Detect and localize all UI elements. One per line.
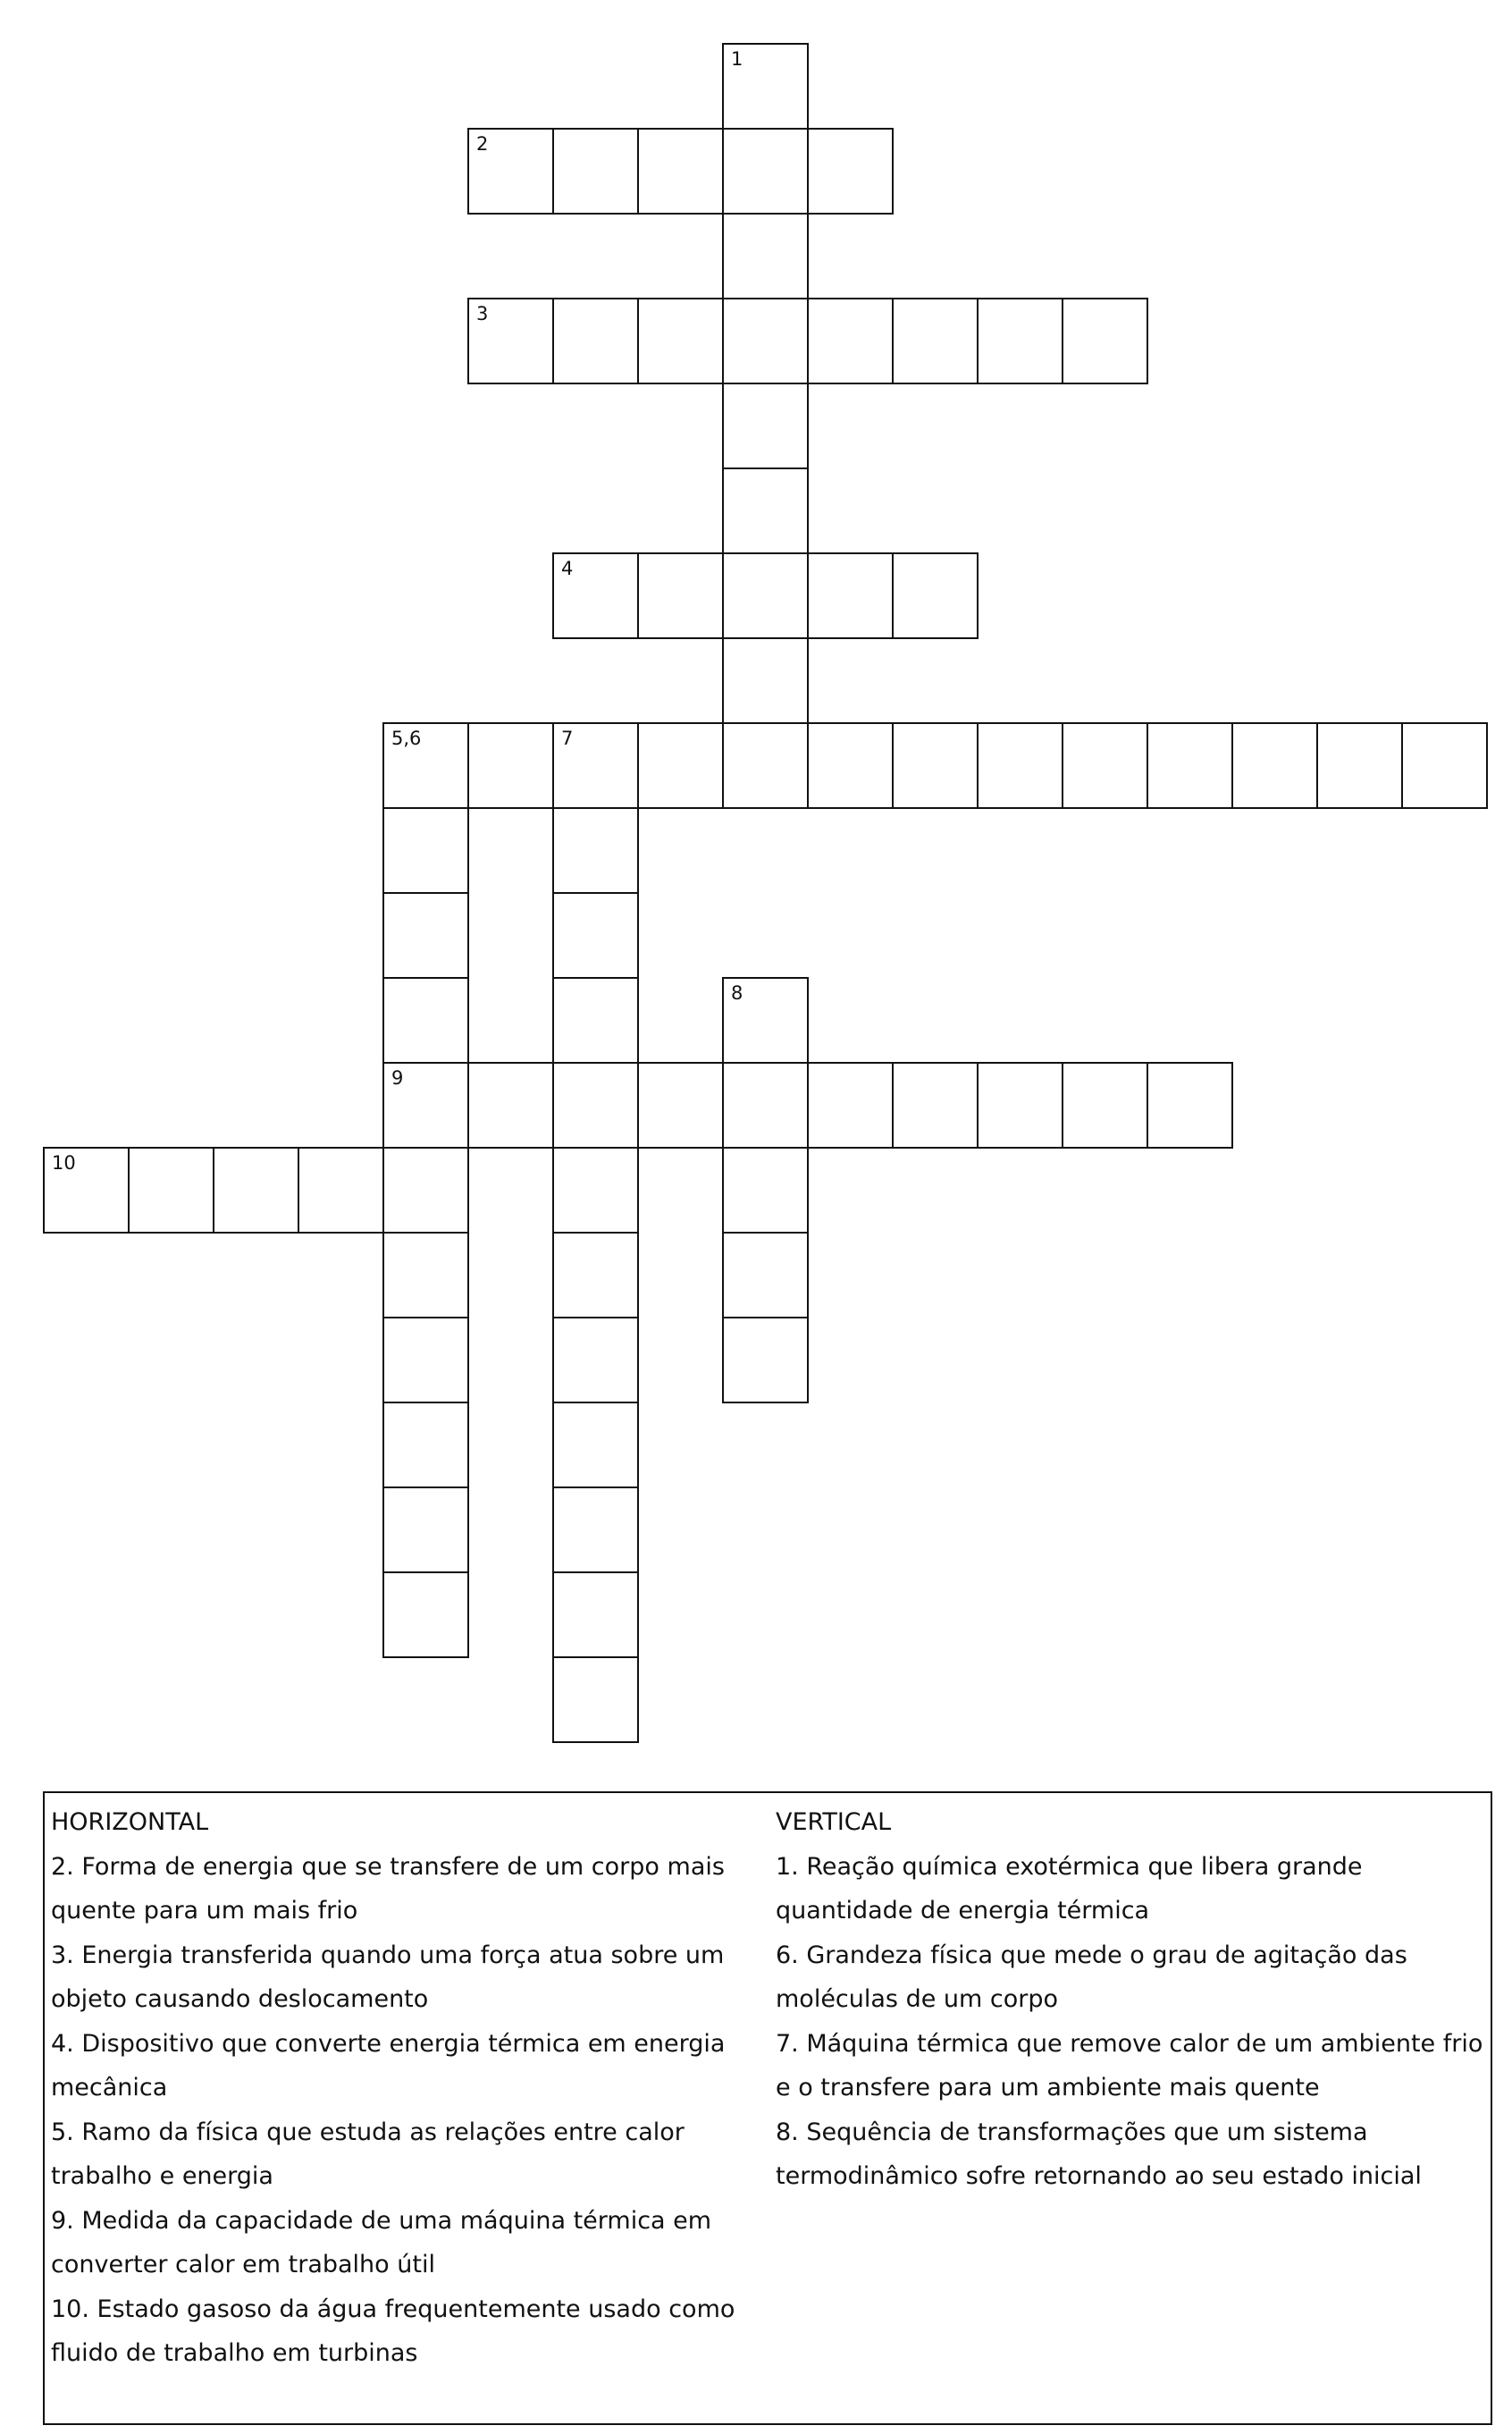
crossword-cell[interactable] <box>467 298 554 384</box>
clue-line: 4. Dispositivo que converte energia térmica em energia <box>51 2029 726 2058</box>
clue-line: converter calor em trabalho útil <box>51 2251 435 2278</box>
crossword-cell[interactable] <box>552 1232 639 1318</box>
crossword-cell[interactable] <box>382 1317 469 1403</box>
clue-line: 9. Medida da capacidade de uma máquina térmica em <box>51 2206 712 2235</box>
crossword-cell[interactable] <box>637 552 724 639</box>
crossword-cell[interactable] <box>552 1317 639 1403</box>
crossword-cell[interactable] <box>722 552 809 639</box>
crossword-cell[interactable] <box>467 722 554 809</box>
crossword-cell[interactable] <box>637 1062 724 1149</box>
crossword-cell[interactable] <box>552 552 639 639</box>
crossword-cell[interactable] <box>552 1487 639 1573</box>
clue-line: objeto causando deslocamento <box>51 1985 429 2013</box>
crossword-cell[interactable] <box>722 213 809 299</box>
crossword-cell[interactable] <box>382 892 469 979</box>
crossword-cell[interactable] <box>552 892 639 979</box>
crossword-cell[interactable] <box>467 1062 554 1149</box>
crossword-cell[interactable] <box>637 128 724 215</box>
crossword-cell[interactable] <box>128 1147 214 1234</box>
crossword-cell[interactable] <box>213 1147 299 1234</box>
crossword-cell[interactable] <box>892 552 979 639</box>
crossword-cell[interactable] <box>892 298 979 384</box>
crossword-cell[interactable] <box>382 807 469 894</box>
clue-number: 10 <box>52 1152 76 1174</box>
clue-number: 1 <box>731 48 743 70</box>
crossword-cell[interactable] <box>552 1402 639 1488</box>
crossword-cell[interactable] <box>552 1062 639 1149</box>
crossword-cell[interactable] <box>1062 1062 1148 1149</box>
vertical-title: VERTICAL <box>776 1808 892 1836</box>
horizontal-title: HORIZONTAL <box>51 1808 209 1836</box>
crossword-cell[interactable] <box>722 43 809 130</box>
clue-line: moléculas de um corpo <box>776 1985 1059 2013</box>
crossword-cell[interactable] <box>552 807 639 894</box>
crossword-cell[interactable] <box>977 298 1063 384</box>
clue-line: 7. Máquina térmica que remove calor de um ambiente frio <box>776 2029 1483 2058</box>
crossword-cell[interactable] <box>43 1147 130 1234</box>
crossword-cell[interactable] <box>552 128 639 215</box>
clue-line: mecânica <box>51 2074 168 2101</box>
crossword-cell[interactable] <box>382 1062 469 1149</box>
clue-line: 2. Forma de energia que se transfere de um corpo mais <box>51 1852 725 1881</box>
crossword-cell[interactable] <box>722 1232 809 1318</box>
crossword-cell[interactable] <box>637 722 724 809</box>
clue-number: 2 <box>476 133 489 155</box>
crossword-cell[interactable] <box>722 637 809 724</box>
crossword-cell[interactable] <box>722 128 809 215</box>
clue-number: 3 <box>476 303 489 324</box>
crossword-cell[interactable] <box>1316 722 1403 809</box>
crossword-cell[interactable] <box>1401 722 1488 809</box>
crossword-cell[interactable] <box>807 552 894 639</box>
crossword-cell[interactable] <box>382 1487 469 1573</box>
clue-line: 6. Grandeza física que mede o grau de agitação das <box>776 1941 1407 1969</box>
clue-number: 9 <box>391 1067 404 1089</box>
crossword-cell[interactable] <box>722 1317 809 1403</box>
crossword-cell[interactable] <box>722 1062 809 1149</box>
vertical-clues <box>776 1800 1491 2199</box>
crossword-cell[interactable] <box>1147 722 1233 809</box>
crossword-cell[interactable] <box>977 722 1063 809</box>
crossword-cell[interactable] <box>382 1147 469 1234</box>
crossword-cell[interactable] <box>892 722 979 809</box>
crossword-cell[interactable] <box>722 298 809 384</box>
crossword-cell[interactable] <box>552 1571 639 1658</box>
clue-number: 7 <box>561 728 574 749</box>
crossword-cell[interactable] <box>552 977 639 1064</box>
clue-line: 1. Reação química exotérmica que libera grande <box>776 1852 1363 1881</box>
clue-line: 5. Ramo da física que estuda as relações entre calor <box>51 2118 685 2146</box>
crossword-cell[interactable] <box>1231 722 1318 809</box>
clue-line: termodinâmico sofre retornando ao seu estado inicial <box>776 2162 1422 2190</box>
crossword-cell[interactable] <box>1062 722 1148 809</box>
crossword-cell[interactable] <box>892 1062 979 1149</box>
crossword-cell[interactable] <box>382 1571 469 1658</box>
crossword-cell[interactable] <box>722 722 809 809</box>
clue-line: quantidade de energia térmica <box>776 1897 1150 1924</box>
crossword-cell[interactable] <box>552 722 639 809</box>
clue-line: 8. Sequência de transformações que um sistema <box>776 2118 1368 2146</box>
horizontal-clues <box>51 1800 766 2376</box>
crossword-cell[interactable] <box>552 298 639 384</box>
clue-number: 4 <box>561 558 574 579</box>
clue-line: quente para um mais frio <box>51 1897 358 1924</box>
crossword-cell[interactable] <box>807 298 894 384</box>
crossword-cell[interactable] <box>382 1402 469 1488</box>
crossword-cell[interactable] <box>807 128 894 215</box>
crossword-cell[interactable] <box>637 298 724 384</box>
crossword-cell[interactable] <box>807 1062 894 1149</box>
clue-line: 10. Estado gasoso da água frequentemente usado como <box>51 2295 735 2323</box>
crossword-cell[interactable] <box>977 1062 1063 1149</box>
crossword-cell[interactable] <box>382 1232 469 1318</box>
clue-line: fluido de trabalho em turbinas <box>51 2339 418 2367</box>
clue-number: 8 <box>731 982 743 1004</box>
clue-line: e o transfere para um ambiente mais quente <box>776 2074 1320 2101</box>
crossword-cell[interactable] <box>1062 298 1148 384</box>
crossword-cell[interactable] <box>722 383 809 469</box>
clue-line: trabalho e energia <box>51 2162 273 2190</box>
crossword-cell[interactable] <box>552 1656 639 1743</box>
crossword-cell[interactable] <box>722 977 809 1064</box>
crossword-cell[interactable] <box>382 722 469 809</box>
crossword-cell[interactable] <box>1147 1062 1233 1149</box>
crossword-cell[interactable] <box>298 1147 384 1234</box>
crossword-cell[interactable] <box>722 1147 809 1234</box>
crossword-cell[interactable] <box>552 1147 639 1234</box>
clue-number: 5,6 <box>391 728 422 749</box>
crossword-cell[interactable] <box>807 722 894 809</box>
clue-line: 3. Energia transferida quando uma força atua sobre um <box>51 1941 725 1969</box>
crossword-cell[interactable] <box>722 467 809 554</box>
crossword-cell[interactable] <box>382 977 469 1064</box>
crossword-cell[interactable] <box>467 128 554 215</box>
clues-box <box>43 1791 1492 2425</box>
